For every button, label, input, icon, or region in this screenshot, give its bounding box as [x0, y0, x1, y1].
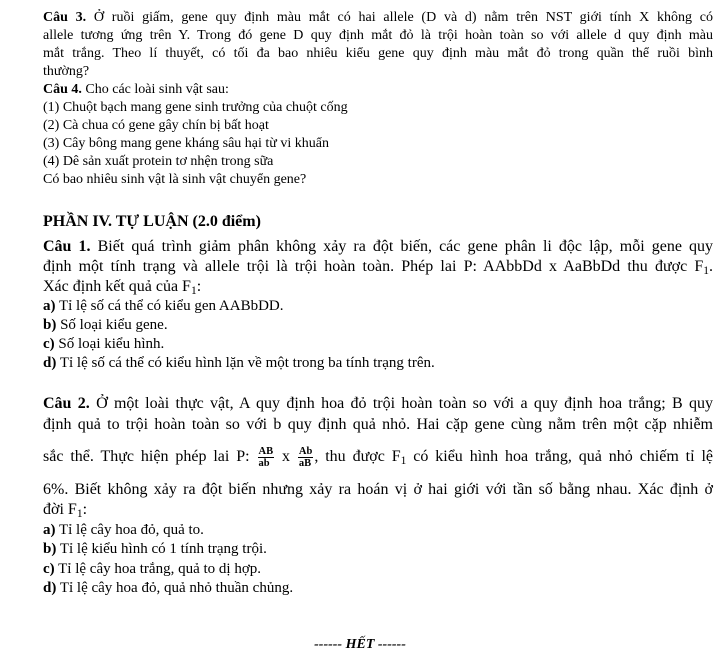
tl1-line-3: Xác định kết quả của $F_1$: [43, 278, 202, 297]
cau3-line-1: Câu 3. Ở ruồi giấm, gene quy định màu mắt có hai allele (D và d) nằm trên NST giới tính X không có [43, 10, 713, 25]
tl2-item-c: c) Tỉ lệ cây hoa trắng, quả to dị hợp. [43, 561, 262, 577]
tl2-line-2: định quả to trội hoàn toàn so với b quy định quả nhỏ. Hai cặp gene cùng nằm trên một cặp nhiễm [43, 416, 713, 433]
cau3-line-2: allele tương ứng trên Y. Trong đó gene D quy định mắt đỏ là trội hoàn toàn so với allele d quy định màu [43, 28, 713, 43]
cau3-line-4: thường? [43, 64, 90, 79]
cau4-item-3: (3) Cây bông mang gene kháng sâu hại từ vi khuẩn [43, 136, 329, 151]
tl1-label: Câu 1. [43, 238, 91, 255]
end-marker: ------ HẾT ------ [314, 637, 406, 652]
cau4-item-2: (2) Cà chua có gene gây chín bị bất hoạt [43, 118, 269, 133]
tl1-item-b: b) Số loại kiểu gene. [43, 317, 168, 333]
tl2-label: Câu 2. [43, 395, 90, 412]
cau3-line-3: mắt trắng. Theo lí thuyết, có tối đa bao nhiêu kiểu gene quy định màu mắt đỏ trong quần thể ruồi bình [43, 46, 713, 61]
tl2-line-4: 6%. Biết không xảy ra đột biến nhưng xảy ra hoán vị ở hai giới với tần số bằng nhau. Xác định ở [43, 481, 713, 498]
tl1-item-c: c) Số loại kiểu hình. [43, 336, 165, 352]
cross-fraction-1: $\frac{AB}{ab}$ [258, 446, 274, 470]
tl1-item-a: a) Tỉ lệ số cá thể có kiểu gen AABbDD. [43, 298, 284, 314]
tl2-line-3: sắc thể. Thực hiện phép lai P: $\frac{AB}{ab}$ x $\frac{Ab}{aB}$ , thu được $F_1$ có kiểu hình hoa trắng, quả nhỏ chiếm tỉ lệ [43, 446, 714, 470]
tl2-item-b: b) Tỉ lệ kiểu hình có 1 tính trạng trội. [43, 541, 267, 557]
cau3-label: Câu 3. [43, 10, 87, 25]
part4-title: PHẦN IV. TỰ LUẬN (2.0 điểm) [43, 213, 261, 230]
cau4-question: Có bao nhiêu sinh vật là sinh vật chuyển gene? [43, 172, 307, 187]
tl2-line-5: đời $F_1$: [43, 501, 88, 520]
cross-fraction-2: $\frac{Ab}{aB}$ [298, 446, 313, 470]
tl2-item-d: d) Tỉ lệ cây hoa đỏ, quả nhỏ thuần chủng. [43, 580, 294, 596]
tl1-item-d: d) Tỉ lệ số cá thể có kiểu hình lặn về một trong ba tính trạng trên. [43, 355, 435, 371]
tl2-line-1: Câu 2. Ở một loài thực vật, A quy định hoa đỏ trội hoàn toàn so với a quy định hoa trắng; B quy [43, 395, 714, 412]
tl1-line-1: Câu 1. Biết quá trình giảm phân không xảy ra đột biến, các gene phân li độc lập, mỗi gene quy [43, 238, 714, 255]
tl2-item-a: a) Tỉ lệ cây hoa đỏ, quả to. [43, 522, 204, 538]
cau4-item-1: (1) Chuột bạch mang gene sinh trưởng của chuột cống [43, 100, 348, 115]
cau4-item-4: (4) Dê sản xuất protein tơ nhện trong sữa [43, 154, 274, 169]
cau4-label: Câu 4. [43, 82, 82, 97]
tl1-line-2: định một tính trạng và allele trội là trội hoàn toàn. Phép lai P: AAbbDd x AaBbDd thu được $F_1$. [43, 258, 713, 277]
cau4-intro: Câu 4. Cho các loài sinh vật sau: [43, 82, 229, 97]
